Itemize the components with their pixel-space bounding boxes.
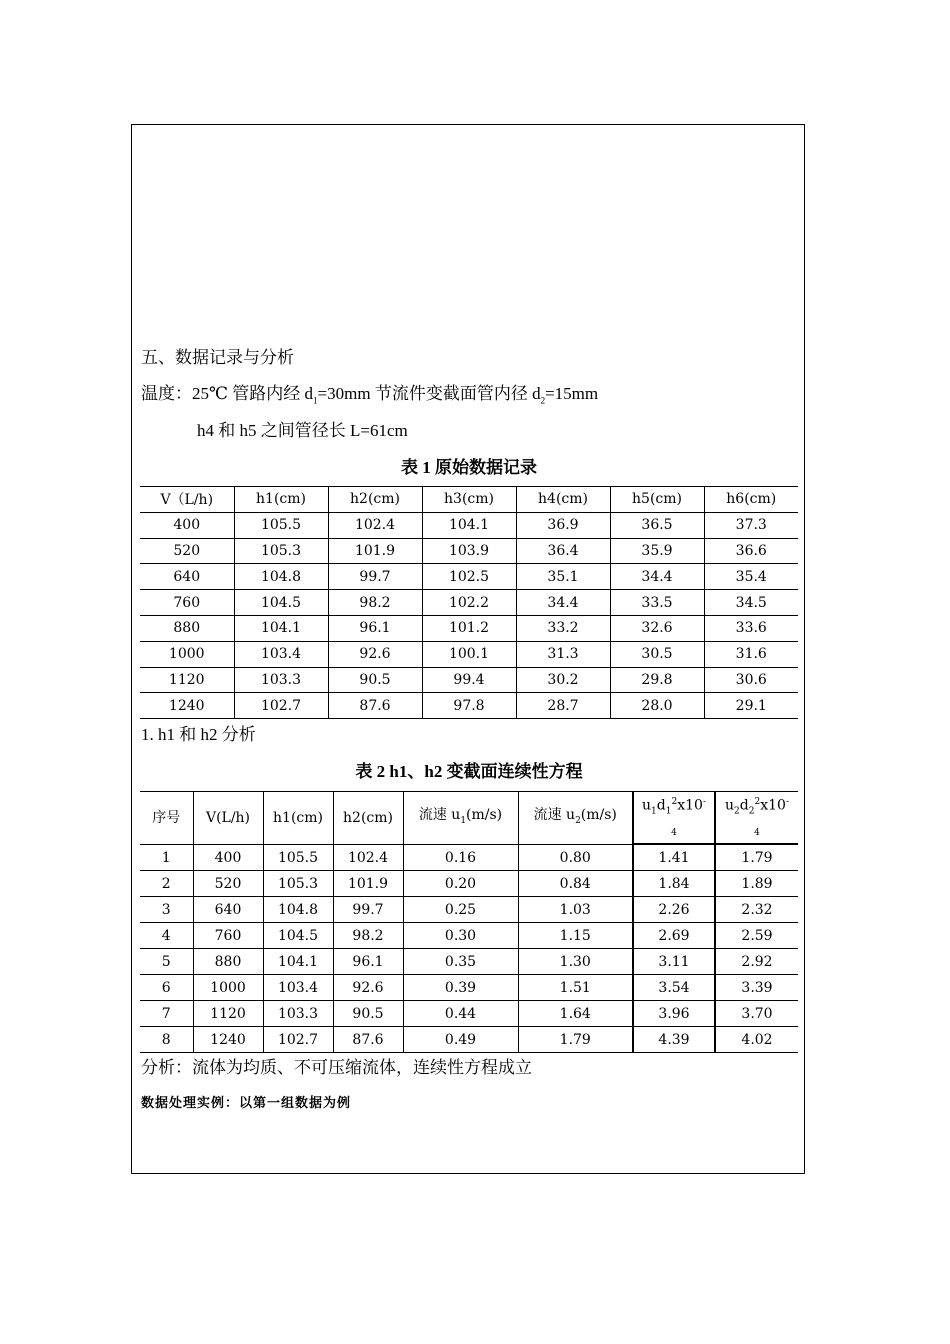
table-cell: 104.5 [263,923,333,949]
table-cell: 96.1 [333,949,403,975]
table-cell: 0.39 [403,975,518,1001]
table-cell: 520 [140,538,234,564]
table-cell: 34.5 [704,590,798,616]
table-cell: 2.59 [715,923,798,949]
table-cell: 92.6 [328,641,422,667]
table-cell: 4 [140,923,193,949]
table-cell: 103.4 [234,641,328,667]
table-cell: 32.6 [610,615,704,641]
table-cell: 1.03 [518,897,633,923]
table-cell: 1.89 [715,871,798,897]
table1-header-cell: h5(cm) [610,487,704,513]
table-cell: 1.84 [633,871,715,897]
table-cell: 2.92 [715,949,798,975]
table-cell: 101.9 [333,871,403,897]
table-cell: 2 [140,871,193,897]
table-cell: 1000 [140,641,234,667]
table-cell: 102.7 [263,1027,333,1053]
table-cell: 0.30 [403,923,518,949]
table-cell: 1120 [140,667,234,693]
table-cell: 90.5 [328,667,422,693]
table-row [140,844,798,871]
table-row [140,615,798,641]
table-cell: 105.5 [234,512,328,538]
header-h2: h2(cm) [333,792,403,845]
table-cell: 1240 [193,1027,263,1053]
table-cell: 400 [140,512,234,538]
table-row [140,667,798,693]
table-row [140,923,798,949]
table1-header-cell: h6(cm) [704,487,798,513]
table-cell: 2.32 [715,897,798,923]
table-cell: 30.2 [516,667,610,693]
table-cell: 2.26 [633,897,715,923]
table-cell: 99.7 [328,564,422,590]
subsection-h1-h2: 1. h1 和 h2 分析 [141,725,256,744]
table-cell: 3 [140,897,193,923]
table-cell: 33.5 [610,590,704,616]
table-cell: 31.3 [516,641,610,667]
table-cell: 4.02 [715,1027,798,1053]
table-cell: 87.6 [333,1027,403,1053]
table-cell: 1.51 [518,975,633,1001]
example-note: 数据处理实例：以第一组数据为例 [141,1096,352,1111]
table-cell: 640 [193,897,263,923]
table-cell: 1.79 [518,1027,633,1053]
header-index: 序号 [140,792,193,845]
table-cell: 33.2 [516,615,610,641]
table-cell: 35.9 [610,538,704,564]
table-cell: 105.5 [263,844,333,871]
table-cell: 8 [140,1027,193,1053]
table-cell: 28.7 [516,693,610,719]
table-cell: 98.2 [328,590,422,616]
table-cell: 3.39 [715,975,798,1001]
table2-header-row [140,792,798,845]
header-u1d1: $u_1d_1^2x10^-$ 4 [633,792,715,845]
table-row [140,641,798,667]
table-row [140,564,798,590]
table-cell: 3.70 [715,1001,798,1027]
analysis-text: 分析：流体为均质、不可压缩流体，连续性方程成立 [141,1058,532,1077]
continuity-table [140,791,798,1053]
table-cell: 102.5 [422,564,516,590]
table-row [140,975,798,1001]
table-cell: 760 [193,923,263,949]
table-cell: 104.8 [263,897,333,923]
header-u2d2: $u_2d_2^2x10^-$ 4 [715,792,798,845]
table-row [140,897,798,923]
table1-header-cell: h1(cm) [234,487,328,513]
table-cell: 1.15 [518,923,633,949]
table-cell: 0.35 [403,949,518,975]
table-cell: 2.69 [633,923,715,949]
table-row [140,1027,798,1053]
table-cell: 98.2 [333,923,403,949]
header-u2: 流速 $u_2(m/s)$ [518,792,633,845]
table-cell: 640 [140,564,234,590]
table-cell: 104.1 [422,512,516,538]
table-cell: 102.4 [333,844,403,871]
table-cell: 103.3 [234,667,328,693]
table-cell: 31.6 [704,641,798,667]
table-cell: 36.5 [610,512,704,538]
table-cell: 100.1 [422,641,516,667]
table-cell: 34.4 [516,590,610,616]
table-cell: 92.6 [333,975,403,1001]
section-title: 五、数据记录与分析 [141,348,294,367]
table-cell: 96.1 [328,615,422,641]
table-cell: 0.84 [518,871,633,897]
table-cell: 33.6 [704,615,798,641]
table-cell: 30.5 [610,641,704,667]
table-cell: 760 [140,590,234,616]
table-cell: 103.3 [263,1001,333,1027]
table-cell: 87.6 [328,693,422,719]
table-cell: 102.2 [422,590,516,616]
table-cell: 29.1 [704,693,798,719]
table-cell: 0.25 [403,897,518,923]
table-cell: 880 [140,615,234,641]
table-cell: 3.54 [633,975,715,1001]
table-cell: 1240 [140,693,234,719]
table-cell: 1.79 [715,844,798,871]
header-u1: 流速 $u_1(m/s)$ [403,792,518,845]
table-cell: 99.7 [333,897,403,923]
table-cell: 90.5 [333,1001,403,1027]
table-cell: 36.6 [704,538,798,564]
table-cell: 30.6 [704,667,798,693]
table-cell: 3.96 [633,1001,715,1027]
table-cell: 0.49 [403,1027,518,1053]
table-cell: 1 [140,844,193,871]
table1-caption: 表 1 原始数据记录 [401,458,537,477]
raw-data-table [140,486,798,719]
table-cell: 0.80 [518,844,633,871]
table-cell: 0.44 [403,1001,518,1027]
table-cell: 34.4 [610,564,704,590]
header-v: V(L/h) [193,792,263,845]
table-cell: 101.2 [422,615,516,641]
params-line-1: 温度：25℃ 管路内经 $d_1=30mm$ 节流件变截面管内径 $d_2=15mm$ [141,384,599,406]
table-cell: 520 [193,871,263,897]
table-cell: 1.41 [633,844,715,871]
table-cell: 37.3 [704,512,798,538]
table-cell: 6 [140,975,193,1001]
table-row [140,871,798,897]
table-cell: 28.0 [610,693,704,719]
table-cell: 1.64 [518,1001,633,1027]
table-cell: 36.9 [516,512,610,538]
table-cell: 104.1 [263,949,333,975]
table-row [140,949,798,975]
table-cell: 3.11 [633,949,715,975]
header-h1: h1(cm) [263,792,333,845]
table-cell: 99.4 [422,667,516,693]
table-cell: 101.9 [328,538,422,564]
table-cell: 104.5 [234,590,328,616]
table-cell: 36.4 [516,538,610,564]
table-cell: 103.4 [263,975,333,1001]
table-cell: 880 [193,949,263,975]
table-cell: 1.30 [518,949,633,975]
table-cell: 400 [193,844,263,871]
table-cell: 35.4 [704,564,798,590]
table-cell: 0.16 [403,844,518,871]
table-cell: 35.1 [516,564,610,590]
table2-caption: 表 2 h1、h2 变截面连续性方程 [355,762,583,781]
table-cell: 105.3 [234,538,328,564]
table1-header-cell: h3(cm) [422,487,516,513]
table-row [140,590,798,616]
table-cell: 7 [140,1001,193,1027]
table-row [140,693,798,719]
table1-header-cell: h4(cm) [516,487,610,513]
table-cell: 105.3 [263,871,333,897]
table-cell: 102.7 [234,693,328,719]
table-row [140,538,798,564]
table1-header-cell: V（L/h) [140,487,234,513]
table-cell: 29.8 [610,667,704,693]
table-cell: 5 [140,949,193,975]
table-cell: 1120 [193,1001,263,1027]
table-cell: 1000 [193,975,263,1001]
table-cell: 0.20 [403,871,518,897]
table1-header-cell: h2(cm) [328,487,422,513]
table-cell: 97.8 [422,693,516,719]
table-row [140,1001,798,1027]
params-line-2: h4 和 h5 之间管径长 L=61cm [197,421,408,440]
table-row [140,512,798,538]
table1-header-row [140,487,798,513]
table-cell: 102.4 [328,512,422,538]
table-cell: 4.39 [633,1027,715,1053]
table-cell: 103.9 [422,538,516,564]
table-cell: 104.8 [234,564,328,590]
table-cell: 104.1 [234,615,328,641]
